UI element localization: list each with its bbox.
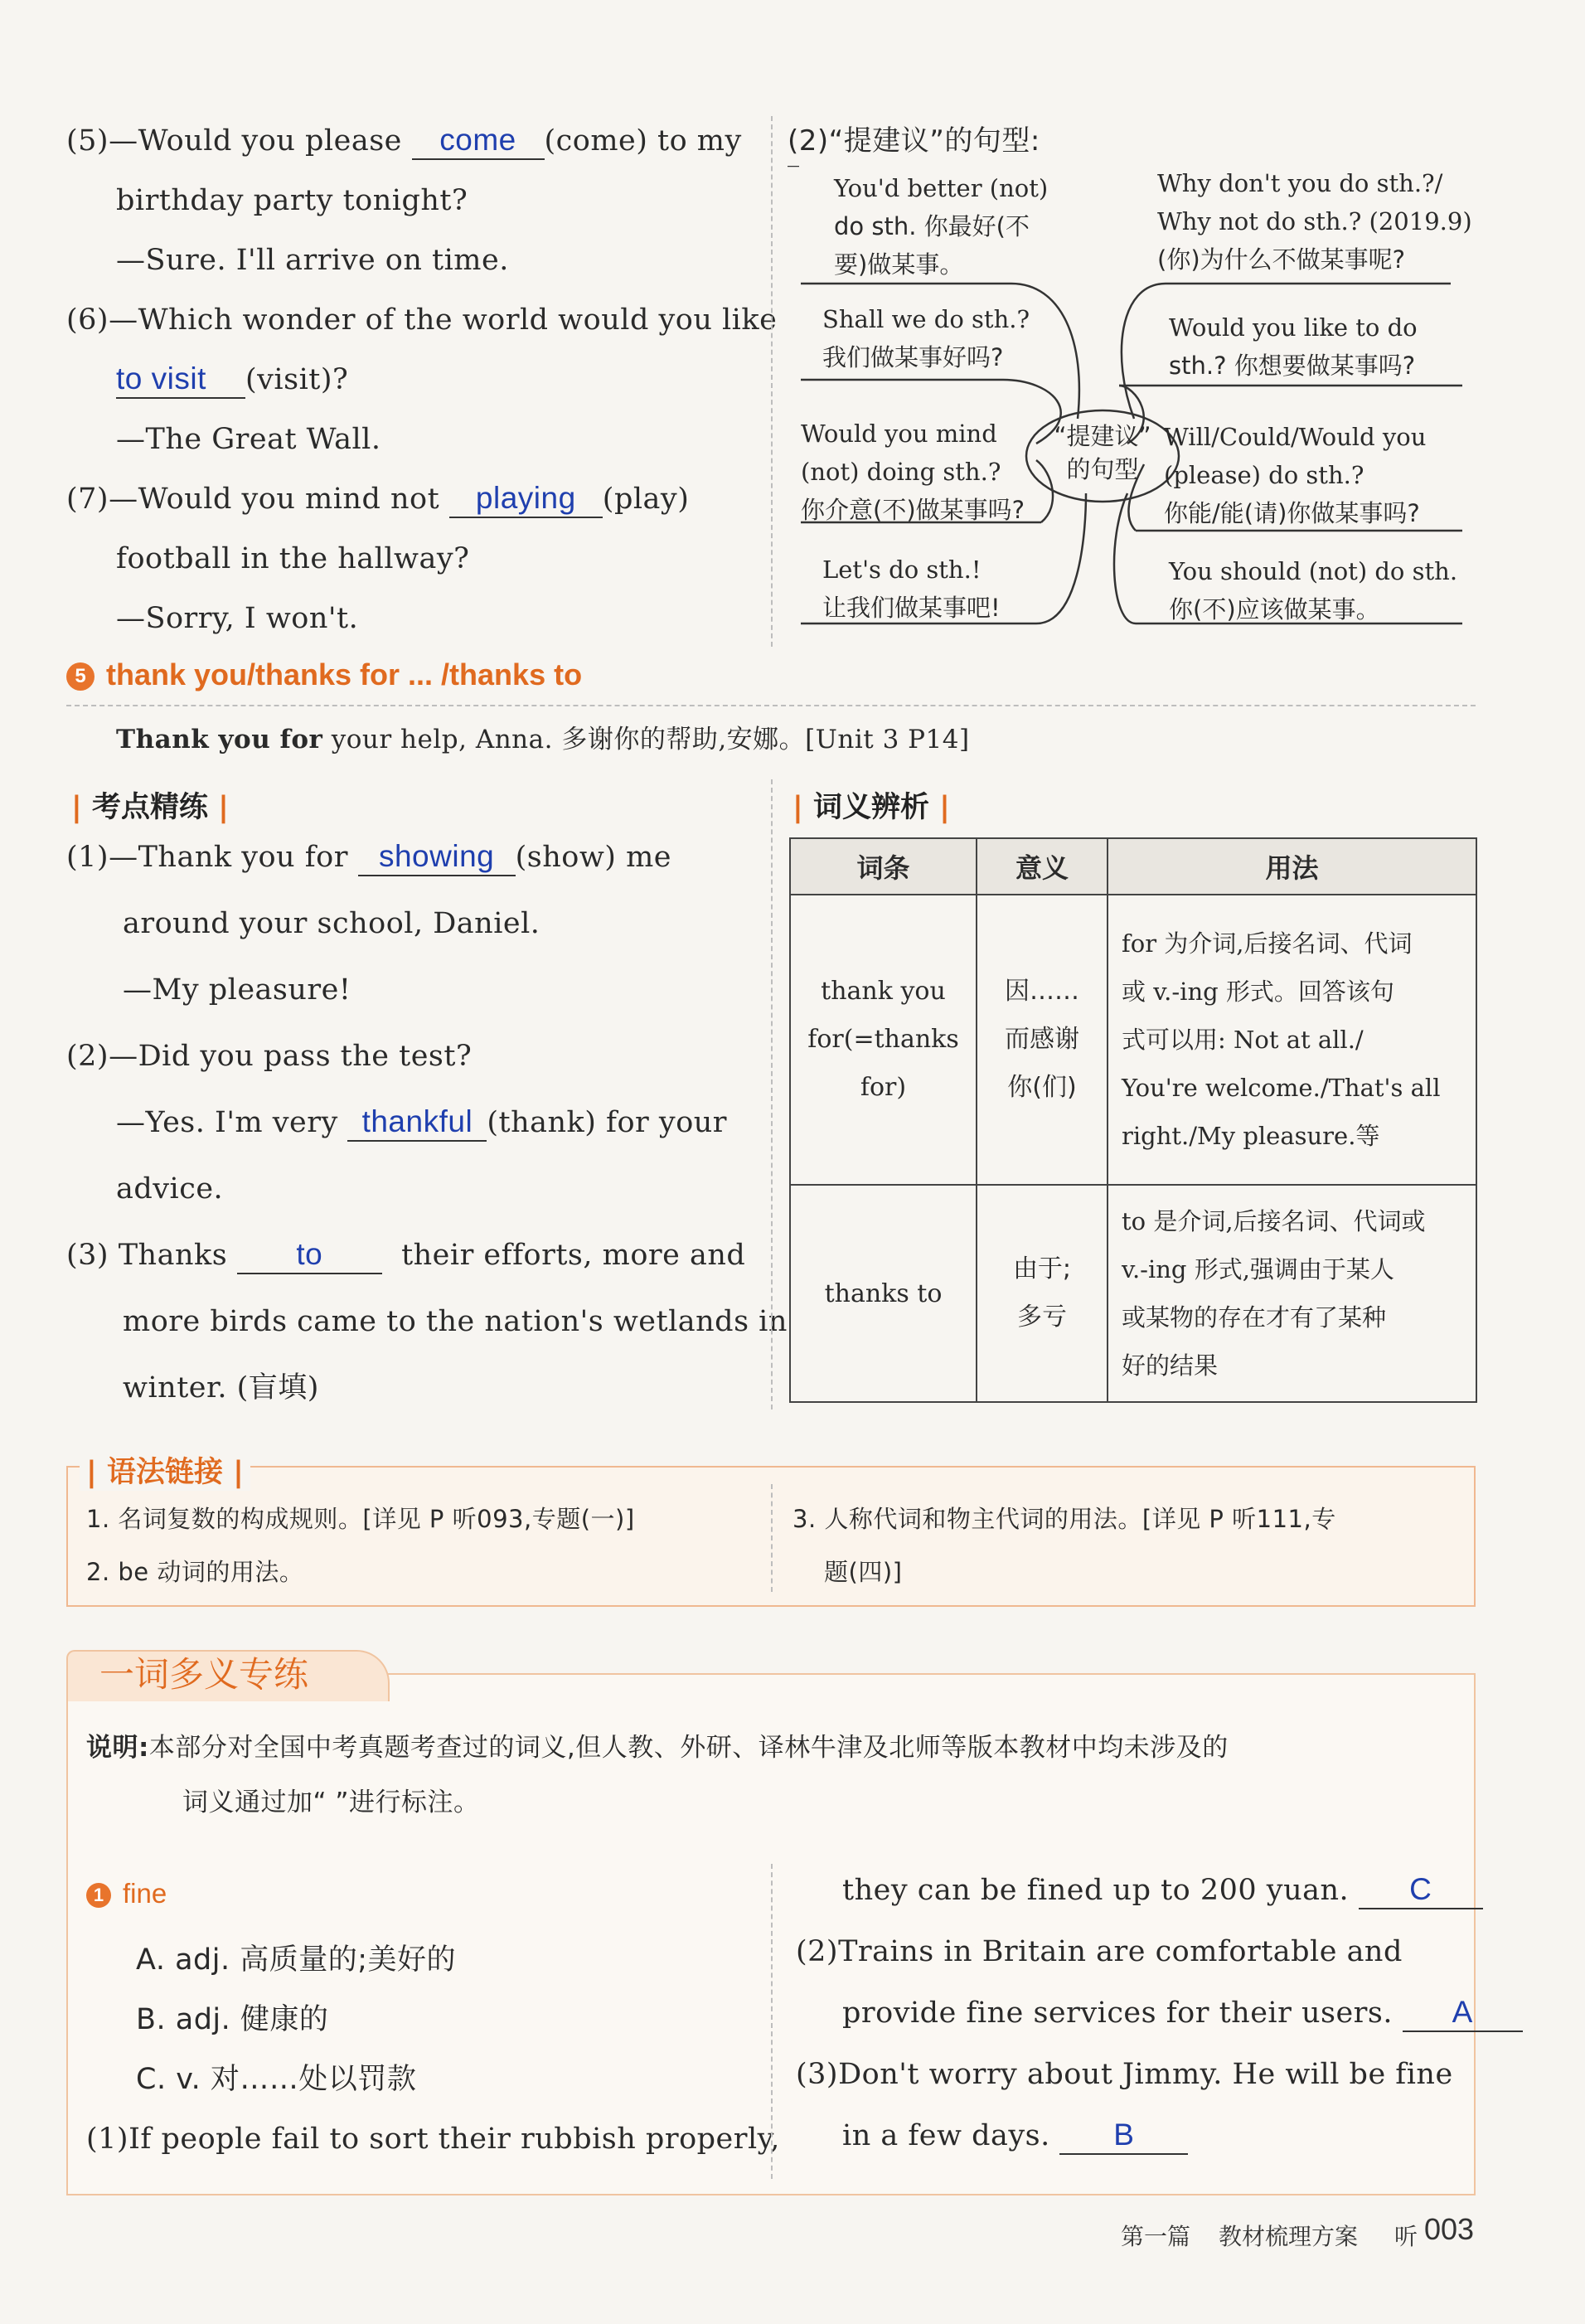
practice-1-reply: —My pleasure! [123, 973, 351, 1007]
section-5-example: Thank you for your help, Anna. 多谢你的帮助,安娜。[Unit 3 P14] [116, 725, 970, 754]
word-fine-heading: 1 fine [86, 1875, 167, 1912]
mindmap-node-lets: Let's do sth.! 让我们做某事吧! [822, 556, 1001, 622]
answer-to-visit: to visit [116, 361, 245, 399]
polysemy-title: 一词多义专练 [99, 1654, 309, 1695]
table-row [790, 1185, 1476, 1402]
usage-cell: to 是介词,后接名词、代词或 v.-ing 形式,强调由于某人 或某物的存在才有了某种 好的结果 [1108, 1185, 1476, 1402]
grammar-title: | 语法链接 | [80, 1449, 250, 1491]
polysemy-q3-line1: (3)Don't worry about Jimmy. He will be fine [796, 2058, 1453, 2091]
answer-to: to [237, 1236, 382, 1274]
polysemy-note-line1: 说明:本部分对全国中考真题考查过的词义,但人教、外研、译林牛津及北师等版本教材中均未涉及的 [86, 1733, 1229, 1763]
grammar-item-1: 1. 名词复数的构成规则。[详见 P 听093,专题(一)] [86, 1505, 635, 1533]
page-number: 003 [1424, 2212, 1475, 2246]
footer-part: 第一篇 [1121, 2223, 1191, 2250]
practice-2-line2: —Yes. I'm very thankful (thank) for your [116, 1103, 727, 1143]
grammar-item-2: 2. be 动词的用法。 [86, 1558, 304, 1586]
polysemy-divider [771, 1864, 773, 2179]
grammar-item-3: 3. 人称代词和物主代词的用法。[详见 P 听111,专 [792, 1505, 1336, 1533]
header-meaning: 意义 [977, 838, 1108, 895]
section-5-heading: 5 thank you/thanks for ... /thanks to [66, 655, 582, 695]
comparison-table [789, 837, 1477, 1403]
polysemy-q2-line2: provide fine services for their users. A [842, 1993, 1523, 2033]
answer-q3: B [1059, 2117, 1188, 2155]
practice-3-line3: winter. (盲填) [123, 1371, 319, 1405]
meaning-cell: 由于; 多亏 [977, 1185, 1108, 1402]
practice-3-line1: (3) Thanks to their efforts, more and [66, 1235, 745, 1275]
usage-cell: for 为介词,后接名词、代词 或 v.-ing 形式。回答该句 式可以用: Not at all./ You're welcome./That's all right./My pleasure.等 [1108, 895, 1476, 1185]
table-header-row [790, 838, 1476, 895]
answer-q1: C [1359, 1871, 1483, 1909]
word-number-badge: 1 [86, 1883, 111, 1908]
footer-listen: 听 [1394, 2223, 1418, 2250]
polysemy-q1-line2: they can be fined up to 200 yuan. C [842, 1870, 1483, 1910]
polysemy-note-line2: 词义通过加“ ”进行标注。 [182, 1788, 480, 1817]
practice-1-line1: (1)—Thank you for showing (show) me [66, 837, 671, 877]
meaning-cell: 因…… 而感谢 你(们) [977, 895, 1108, 1185]
option-c: C. v. 对……处以罚款 [136, 2063, 417, 2096]
exercise-5-reply: —Sure. I'll arrive on time. [116, 244, 509, 277]
header-term: 词条 [790, 838, 977, 895]
option-a: A. adj. 高质量的;美好的 [136, 1943, 457, 1977]
mindmap-center: “提建议” 的句型 [1054, 422, 1151, 483]
practice-2-line3: advice. [116, 1172, 224, 1206]
exercise-7-line2: football in the hallway? [116, 542, 470, 575]
column-divider-middle [771, 779, 773, 1409]
option-b: B. adj. 健康的 [136, 2003, 329, 2036]
grammar-divider [771, 1484, 773, 1592]
mindmap-node-you-should: You should (not) do sth. 你(不)应该做某事。 [1169, 557, 1458, 623]
section-number-badge: 5 [66, 662, 95, 691]
practice-3-line2: more birds came to the nation's wetlands in [123, 1305, 788, 1338]
header-usage: 用法 [1108, 838, 1476, 895]
polysemy-q1-line1: (1)If people fail to sort their rubbish properly, [86, 2123, 780, 2156]
mindmap-node-would-you-like: Would you like to do sth.? 你想要做某事吗? [1169, 313, 1418, 380]
polysemy-q3-line2: in a few days. B [842, 2116, 1188, 2156]
mindmap-node-shall-we: Shall we do sth.? 我们做某事好吗? [822, 305, 1030, 371]
exercise-5-line2: birthday party tonight? [116, 184, 468, 217]
exercise-6-reply: —The Great Wall. [116, 423, 381, 456]
exercise-7-line1: (7)—Would you mind not playing (play) [66, 479, 689, 519]
exercise-7-reply: —Sorry, I won't. [116, 602, 359, 635]
mindmap-node-will-could-would: Will/Could/Would you (please) do sth.? 你能/能(请)你做某事吗? [1164, 423, 1427, 527]
section-5-divider [66, 705, 1476, 706]
practice-2-line1: (2)—Did you pass the test? [66, 1040, 473, 1073]
mindmap-node-would-you-mind: Would you mind (not) doing sth.? 你介意(不)做某事吗? [801, 420, 1025, 524]
footer-book: 教材梳理方案 [1219, 2223, 1359, 2250]
analysis-title: | 词义辨析 | [792, 791, 950, 824]
term-cell: thank you for(=thanks for) [790, 895, 977, 1185]
answer-thankful: thankful [347, 1104, 487, 1142]
exercise-6-line2: to visit (visit)? [116, 360, 348, 400]
exercise-5-line1: (5)—Would you please come (come) to my [66, 121, 742, 161]
polysemy-q2-line1: (2)Trains in Britain are comfortable and [796, 1935, 1403, 1968]
table-row [790, 895, 1476, 1185]
mindmap-title: (2)“提建议”的句型: [788, 124, 1040, 158]
mindmap-node-youd-better: You'd better (not) do sth. 你最好(不 要)做某事。 [834, 174, 1049, 279]
answer-showing: showing [358, 838, 516, 876]
practice-title: | 考点精练 | [71, 791, 229, 824]
practice-1-line2: around your school, Daniel. [123, 907, 540, 940]
term-cell: thanks to [790, 1185, 977, 1402]
column-divider-top [771, 116, 773, 647]
mindmap-node-why-dont-you: Why don't you do sth.?/ Why not do sth.? (2019.9) (你)为什么不做某事呢? [1157, 169, 1472, 274]
answer-come: come [412, 122, 545, 160]
grammar-item-3-cont: 题(四)] [824, 1558, 903, 1586]
exercise-6-line1: (6)—Which wonder of the world would you like [66, 303, 778, 337]
answer-q2: A [1403, 1994, 1523, 2032]
answer-playing: playing [449, 480, 603, 518]
